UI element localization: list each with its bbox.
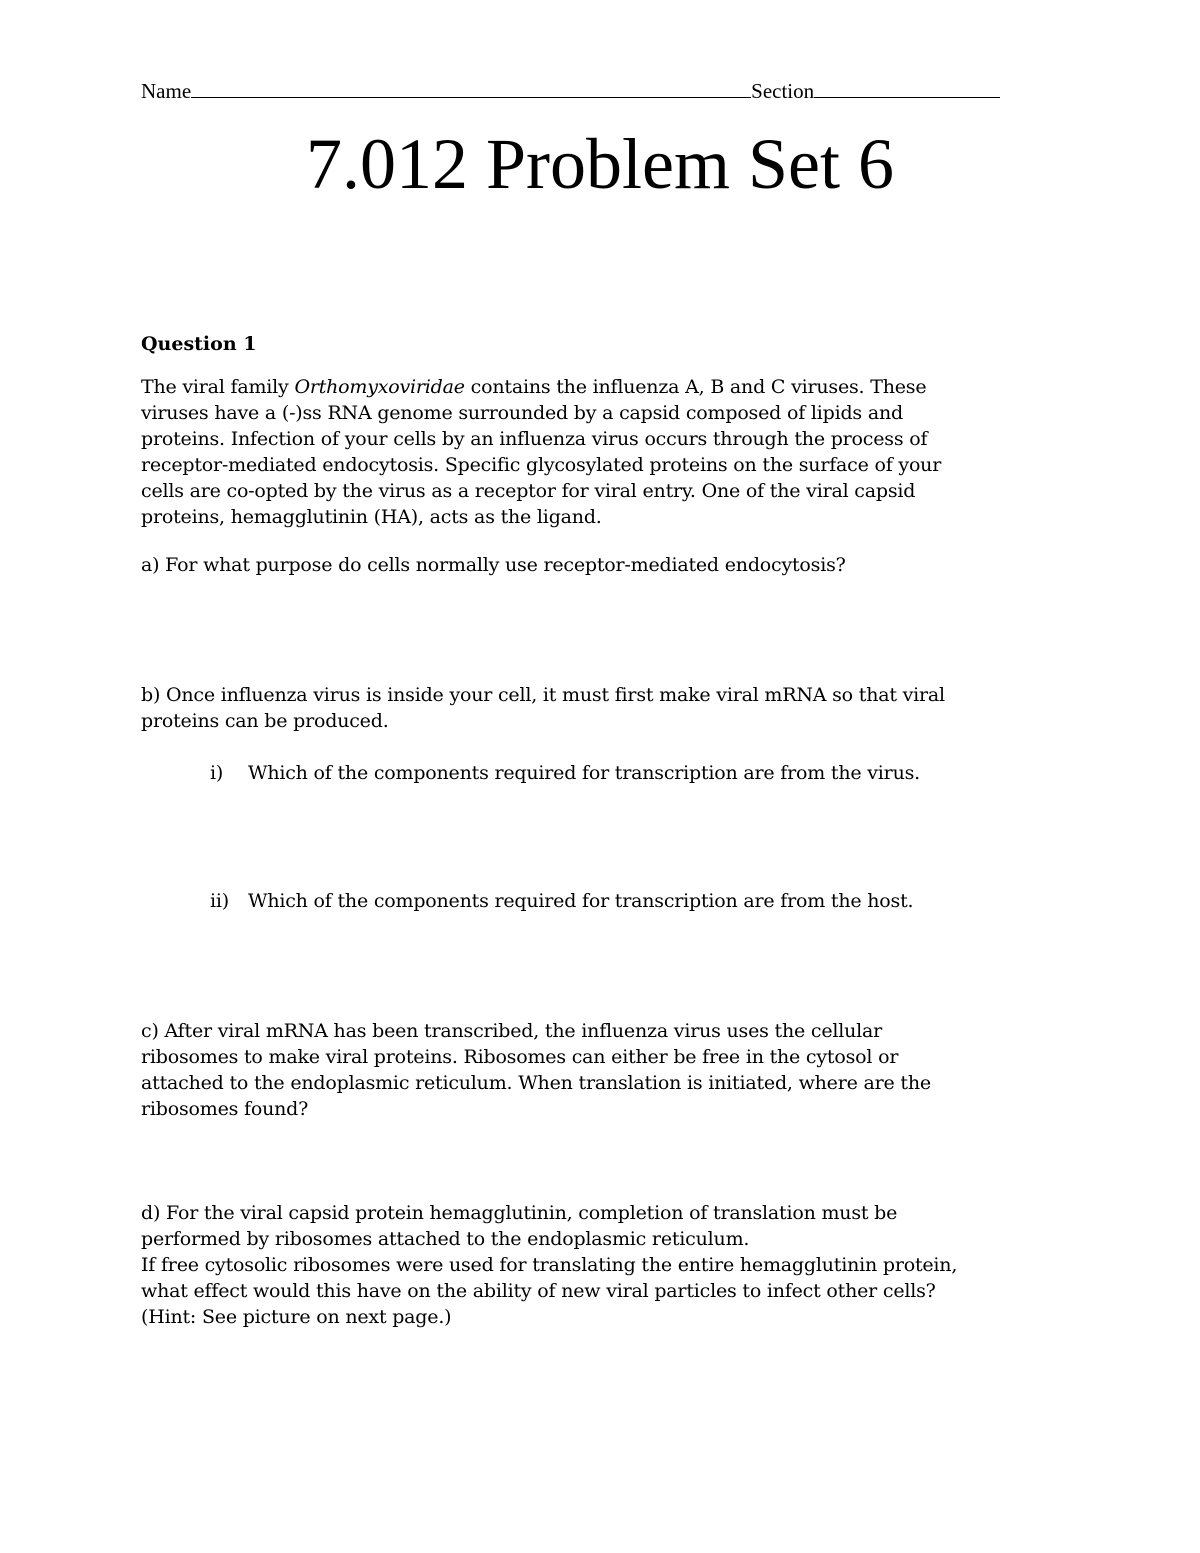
header-fields [141, 78, 1021, 104]
section-label: Section [751, 79, 815, 103]
part-d [141, 1200, 1041, 1330]
part-c-line-2: ribosomes to make viral proteins. Ribosomes can either be free in the cytosol or [141, 1046, 899, 1068]
part-b-i-text: Which of the components required for transcription are from the virus. [248, 762, 920, 784]
intro-line-2: viruses have a (-)ss RNA genome surrounded by a capsid composed of lipids and [141, 402, 903, 424]
part-d-line-2: performed by ribosomes attached to the endoplasmic reticulum. [141, 1228, 750, 1250]
intro-line-5: cells are co-opted by the virus as a receptor for viral entry. One of the viral capsid [141, 480, 916, 502]
part-b-ii-text: Which of the components required for transcription are from the host. [248, 890, 914, 912]
question-intro [141, 374, 1041, 530]
name-blank [191, 79, 751, 98]
intro-text: contains the influenza A, B and C viruses. These [464, 376, 927, 398]
part-b-line-2: proteins can be produced. [141, 710, 389, 732]
part-b-ii-number: ii) [210, 890, 229, 912]
intro-line-6: proteins, hemagglutinin (HA), acts as the ligand. [141, 506, 602, 528]
part-c-line-3: attached to the endoplasmic reticulum. When translation is initiated, where are the [141, 1072, 931, 1094]
intro-line-1 [141, 374, 1041, 400]
page-title: 7.012 Problem Set 6 [306, 124, 894, 204]
part-d-line-3: If free cytosolic ribosomes were used for translating the entire hemagglutinin protein, [141, 1254, 958, 1276]
section-blank [814, 79, 1000, 98]
part-d-line-5: (Hint: See picture on next page.) [141, 1306, 452, 1328]
intro-line-4: receptor-mediated endocytosis. Specific glycosylated proteins on the surface of your [141, 454, 942, 476]
part-b-ii [210, 888, 913, 914]
question-heading: Question 1 [141, 333, 257, 355]
intro-text: The viral family [141, 376, 295, 398]
part-d-line-4: what effect would this have on the ability of new viral particles to infect other cells? [141, 1280, 936, 1302]
part-b [141, 682, 1041, 734]
part-b-i-number: i) [210, 762, 224, 784]
part-b-line-1: b) Once influenza virus is inside your cell, it must first make viral mRNA so that viral [141, 684, 945, 706]
part-a [141, 552, 1041, 578]
virus-family-name: Orthomyxoviridae [294, 376, 465, 398]
part-d-line-1: d) For the viral capsid protein hemagglutinin, completion of translation must be [141, 1202, 898, 1224]
part-c-line-1: c) After viral mRNA has been transcribed, the influenza virus uses the cellular [141, 1020, 883, 1042]
part-c-line-4: ribosomes found? [141, 1098, 309, 1120]
part-a-text: a) For what purpose do cells normally use receptor-mediated endocytosis? [141, 554, 846, 576]
part-b-i [210, 760, 920, 786]
name-label: Name [141, 79, 192, 103]
part-c [141, 1018, 1041, 1122]
intro-line-3: proteins. Infection of your cells by an influenza virus occurs through the process of [141, 428, 928, 450]
